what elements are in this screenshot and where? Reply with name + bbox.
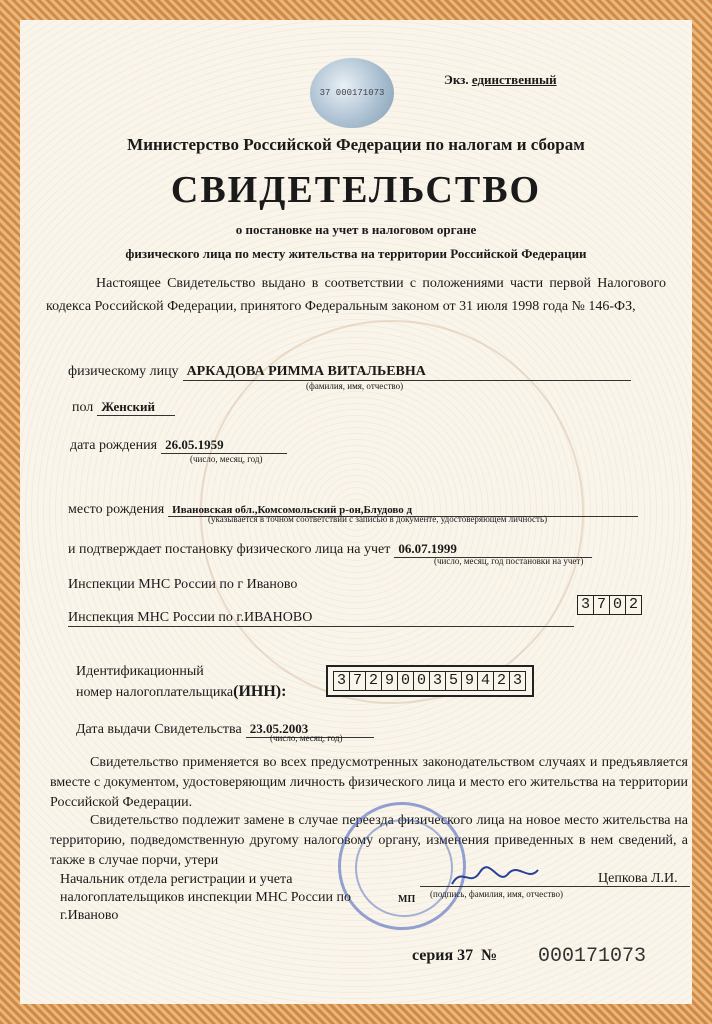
usage-paragraph: Свидетельство применяется во всех предусмотренных законодательством случаях и предъявляется вместе с документом, удостоверяющим личность физического лица и место его жительства на территории Российской Федерации. — [50, 755, 688, 810]
issue-date-caption: (число, месяц, год) — [270, 733, 343, 743]
copy-note — [444, 72, 557, 88]
copy-value: единственный — [471, 72, 557, 87]
issue-date-value: 23.05.2003 — [246, 721, 374, 738]
inn-digit: 0 — [413, 671, 430, 691]
inspection-line-1: Инспекции МНС России по г Иваново — [68, 577, 298, 592]
registration-label: и подтверждает постановку физического лица на учет — [68, 542, 391, 557]
hologram-sticker — [310, 58, 394, 128]
document-title: СВИДЕТЕЛЬСТВО — [170, 169, 542, 211]
inn-label-3: (ИНН): — [233, 683, 287, 700]
inn-digit: 0 — [397, 671, 414, 691]
birth-date-value: 26.05.1959 — [161, 437, 287, 454]
inn-label-1: Идентификационный — [76, 664, 204, 679]
code-digit: 3 — [577, 595, 594, 615]
sex-value: Женский — [97, 399, 175, 416]
inn-digit: 5 — [445, 671, 462, 691]
signer-line-1: Начальник отдела регистрации и учета — [60, 872, 293, 887]
subtitle-1: о постановке на учет в налоговом органе — [235, 222, 477, 237]
inn-digit: 9 — [461, 671, 478, 691]
birth-place-caption: (указывается в точном соответствии с записью в документе, удостоверяющем личность) — [208, 514, 548, 524]
issue-date-label: Дата выдачи Свидетельства — [76, 722, 242, 737]
person-value: АРКАДОВА РИММА ВИТАЛЬЕВНА — [183, 364, 631, 381]
inn-label-2: номер налогоплательщика — [76, 685, 234, 700]
mp-mark: МП — [398, 894, 416, 905]
birth-place-label: место рождения — [68, 502, 165, 517]
code-digit: 7 — [593, 595, 610, 615]
ministry-heading: Министерство Российской Федерации по налогам и сборам — [127, 135, 585, 154]
replacement-paragraph: Свидетельство подлежит замене в случае переезда физического лица на новое место жительства на территорию, подведомственную другому налоговому органу, изменения приведенных в нем сведений, а также в случае порчи, утери — [50, 813, 688, 868]
sex-label: пол — [72, 400, 94, 415]
serial-no-label: № — [481, 947, 498, 964]
signer-line-3: г.Иваново — [60, 908, 119, 923]
signer-name: Цепкова Л.И. — [598, 871, 678, 886]
inn-digit: 2 — [493, 671, 510, 691]
inn-digit: 3 — [429, 671, 446, 691]
inn-digit: 7 — [349, 671, 366, 691]
birth-date-caption: (число, месяц, год) — [190, 454, 263, 464]
copy-label: Экз. — [444, 72, 469, 87]
inn-digit: 2 — [365, 671, 382, 691]
registration-caption: (число, месяц, год постановки на учет) — [434, 556, 584, 566]
intro-paragraph: Настоящее Свидетельство выдано в соответствии с положениями части первой Налогового кодекса Российской Федерации, принятого Федеральным законом от 31 июля 1998 года № 146-ФЗ, — [46, 276, 666, 314]
subtitle-2: физического лица по месту жительства на территории Российской Федерации — [125, 246, 587, 261]
inn-digit: 3 — [509, 671, 526, 691]
certificate-paper — [20, 20, 692, 1004]
serial-number: 000171073 — [538, 945, 647, 968]
inspection-line-2: Инспекция МНС России по г.ИВАНОВО — [68, 610, 574, 627]
inn-label-row — [76, 683, 286, 701]
inn-digit: 3 — [333, 671, 350, 691]
inspection-code — [578, 595, 642, 615]
signature-image — [450, 862, 540, 892]
person-caption: (фамилия, имя, отчество) — [306, 381, 404, 391]
code-digit: 0 — [609, 595, 626, 615]
serial-series — [412, 947, 497, 965]
birth-date-row — [70, 436, 287, 454]
birth-date-label: дата рождения — [70, 438, 158, 453]
signer-line-2: налогоплательщиков инспекции МНС России по — [60, 890, 351, 905]
birth-place-value: Ивановская обл.,Комсомольский р-он,Блудово д — [168, 504, 638, 517]
inn-digit: 4 — [477, 671, 494, 691]
serial-series-value: 37 — [457, 947, 474, 964]
registration-value: 06.07.1999 — [394, 541, 592, 558]
person-row — [68, 362, 631, 381]
inn-digit: 9 — [381, 671, 398, 691]
hologram-text: 37 000171073 — [319, 88, 385, 98]
official-seal-stamp — [338, 802, 466, 930]
code-digit: 2 — [625, 595, 642, 615]
person-label: физическому лицу — [68, 364, 179, 379]
inn-box — [326, 665, 534, 697]
sex-row — [72, 398, 175, 416]
signer-caption: (подпись, фамилия, имя, отчество) — [430, 889, 563, 899]
serial-label: серия — [412, 947, 454, 964]
